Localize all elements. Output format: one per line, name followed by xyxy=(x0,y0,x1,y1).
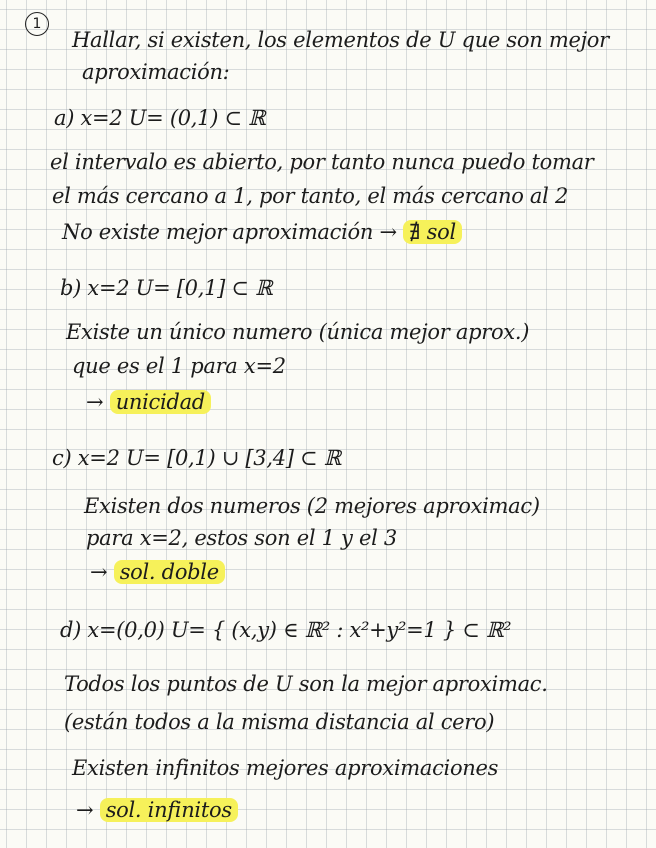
part-b-line-1: Existe un único numero (única mejor aprox.) xyxy=(66,320,530,344)
part-d-highlight-tag: sol. infinitos xyxy=(100,798,238,822)
title-line-1: Hallar, si existen, los elementos de U que son mejor xyxy=(72,28,609,52)
part-b-line-2: que es el 1 para x=2 xyxy=(72,354,286,378)
part-c-line-1: Existen dos numeros (2 mejores aproximac) xyxy=(84,494,540,518)
part-a-header: a) x=2 U= (0,1) ⊂ ℝ xyxy=(54,106,266,130)
part-a-line-3 xyxy=(62,220,462,244)
part-c-highlight-tag: sol. doble xyxy=(114,560,225,584)
part-a-line-2: el más cercano a 1, por tanto, el más cercano al 2 xyxy=(52,184,569,208)
part-b-header: b) x=2 U= [0,1] ⊂ ℝ xyxy=(60,276,273,300)
part-d-line-3: Existen infinitos mejores aproximaciones xyxy=(72,756,499,780)
arrow-icon: → xyxy=(86,390,104,414)
part-c-line-3 xyxy=(90,560,225,584)
part-d-line-1: Todos los puntos de U son la mejor aproximac. xyxy=(64,672,548,696)
part-d-line-4 xyxy=(76,798,238,822)
part-a-line-1: el intervalo es abierto, por tanto nunca puedo tomar xyxy=(50,150,594,174)
part-c-header: c) x=2 U= [0,1) ∪ [3,4] ⊂ ℝ xyxy=(52,446,341,470)
part-b-highlight-tag: unicidad xyxy=(110,390,211,414)
title-line-2: aproximación: xyxy=(82,60,230,84)
arrow-icon: → xyxy=(76,798,94,822)
exercise-number: 1 xyxy=(25,12,49,36)
part-d-line-2: (están todos a la misma distancia al cero) xyxy=(64,710,495,734)
part-c-line-2: para x=2, estos son el 1 y el 3 xyxy=(86,526,397,550)
part-a-conclusion: No existe mejor aproximación → xyxy=(62,220,397,244)
arrow-icon: → xyxy=(90,560,108,584)
part-b-line-3 xyxy=(86,390,211,414)
part-a-highlight-tag: ∄ sol xyxy=(403,220,462,244)
part-d-header: d) x=(0,0) U= { (x,y) ∈ ℝ² : x²+y²=1 } ⊂ ℝ² xyxy=(60,618,512,642)
